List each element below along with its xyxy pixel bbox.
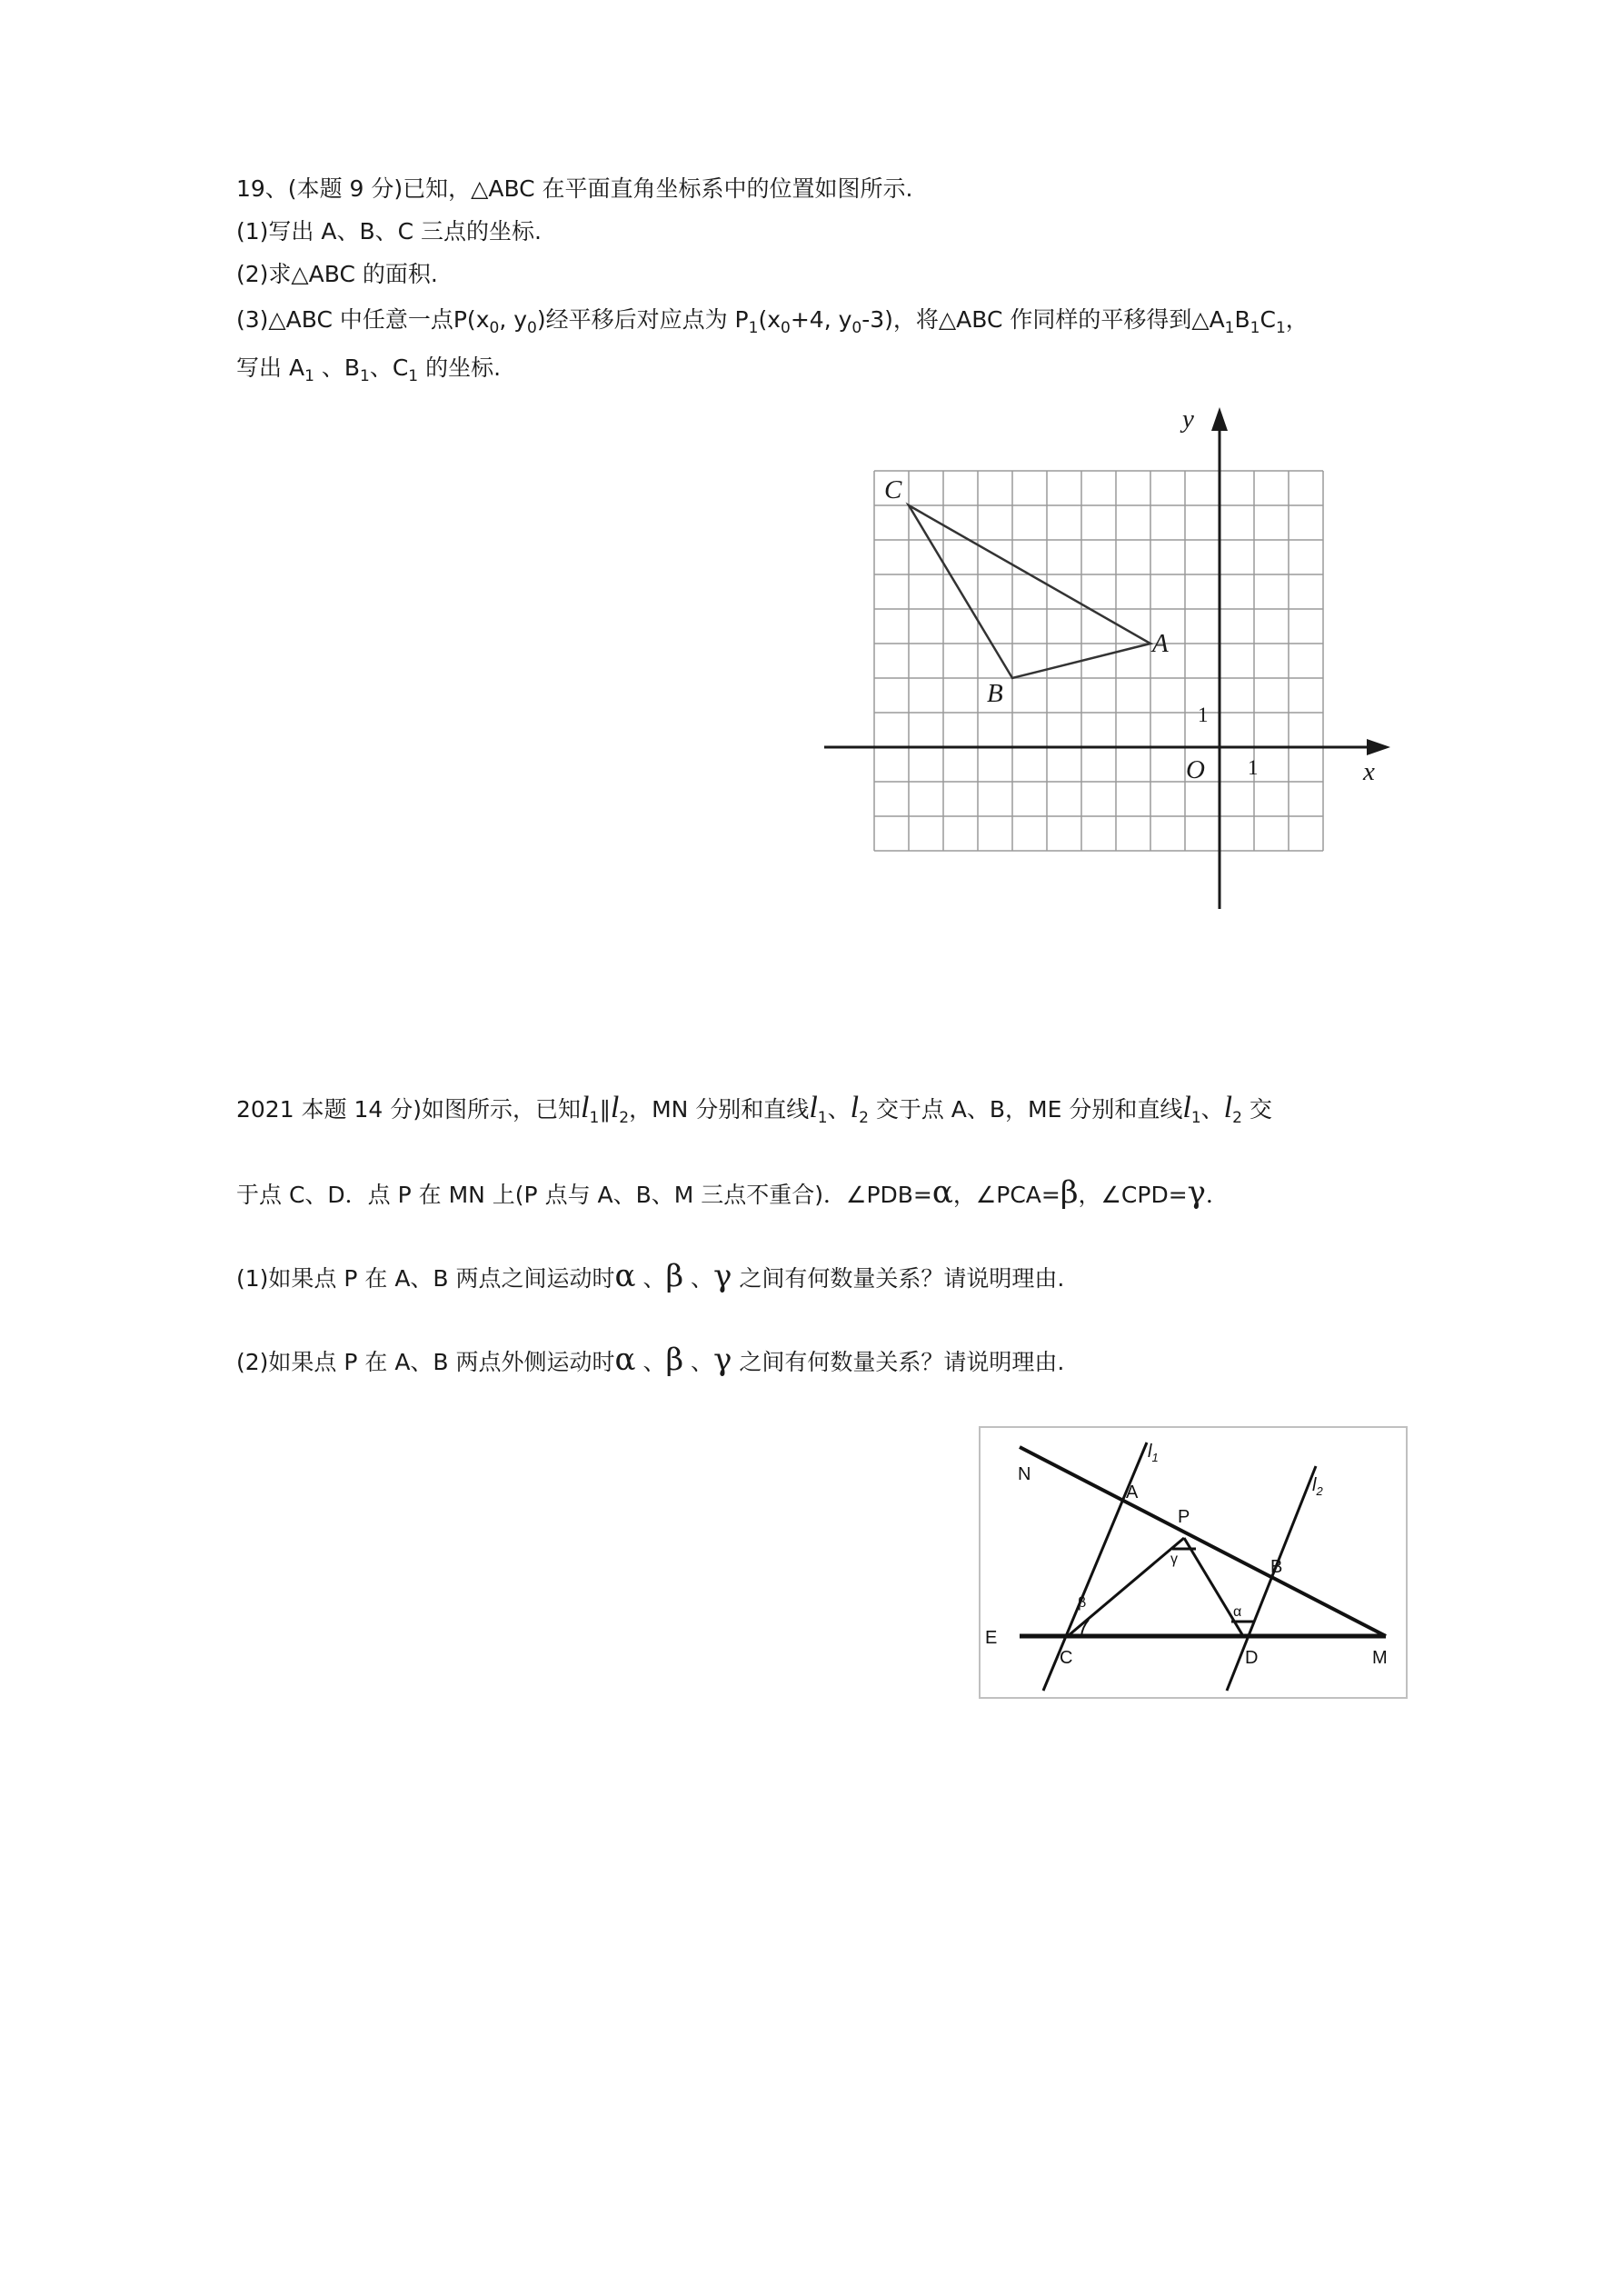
q19-part2: (2)求△ABC 的面积. <box>236 261 438 287</box>
label-C: C <box>884 475 902 504</box>
tick-label-y-1: 1 <box>1198 704 1209 726</box>
q19-title: 19、(本题 9 分)已知，△ABC 在平面直角坐标系中的位置如图所示. <box>236 175 913 202</box>
label-alpha: α <box>1233 1604 1242 1620</box>
label-A: A <box>1126 1482 1139 1502</box>
q19-part3-continued: 写出 $A_1$ 、$B_1$、$C_1$ 的坐标. <box>236 354 502 385</box>
q20-line2: 于点 C、D．点 P 在 MN 上(P 点与 A、B、M 三点不重合)．∠PDB=α，∠PCA=β，∠CPD=γ． <box>236 1174 1229 1211</box>
q20-part2: (2)如果点 P 在 A、B 两点外侧运动时α 、β 、γ 之间有何数量关系？请说明理由. <box>236 1342 1065 1378</box>
label-E: E <box>985 1628 998 1648</box>
label-P: P <box>1178 1507 1190 1527</box>
tick-label-x-1: 1 <box>1248 756 1259 779</box>
label-C: C <box>1060 1648 1073 1668</box>
q19-part3: (3)△ABC 中任意一点$P(x_0$, $y_0$)经平移后对应点为 $P_1(x_0+4$, $y_0-3$)，将△ABC 作同样的平移得到$\triangle A_1B_1C_1$， <box>236 306 1309 337</box>
grid-lines <box>874 471 1323 851</box>
label-B: B <box>987 679 1003 708</box>
coordinate-figure <box>818 400 1399 927</box>
y-axis <box>1211 407 1228 909</box>
label-N: N <box>1018 1464 1031 1484</box>
label-O: O <box>1186 755 1205 784</box>
geometry-figure <box>977 1425 1409 1700</box>
label-beta: β <box>1078 1595 1087 1611</box>
label-M: M <box>1372 1648 1388 1668</box>
triangle-abc <box>909 505 1150 678</box>
label-y: y <box>1182 404 1194 434</box>
label-x: x <box>1363 757 1375 786</box>
label-gamma: γ <box>1170 1552 1178 1567</box>
q20-line1: 2021 本题 14 分)如图所示，已知$l_1\parallel l_2$，MN 分别和直线$l_1$、$l_2$ 交于点 A、B，ME 分别和直线$l_1$、$l_2$ 交 <box>236 1091 1272 1127</box>
label-l1: $l_1$ <box>1148 1442 1159 1464</box>
q19-part1: (1)写出 A、B、C 三点的坐标. <box>236 218 542 245</box>
q20-part1: (1)如果点 P 在 A、B 两点之间运动时α 、β 、γ 之间有何数量关系？请说明理由. <box>236 1258 1065 1294</box>
label-A: A <box>1152 629 1169 658</box>
label-D: D <box>1245 1648 1259 1668</box>
label-l2: $l_2$ <box>1312 1475 1323 1498</box>
label-B: B <box>1270 1557 1283 1577</box>
